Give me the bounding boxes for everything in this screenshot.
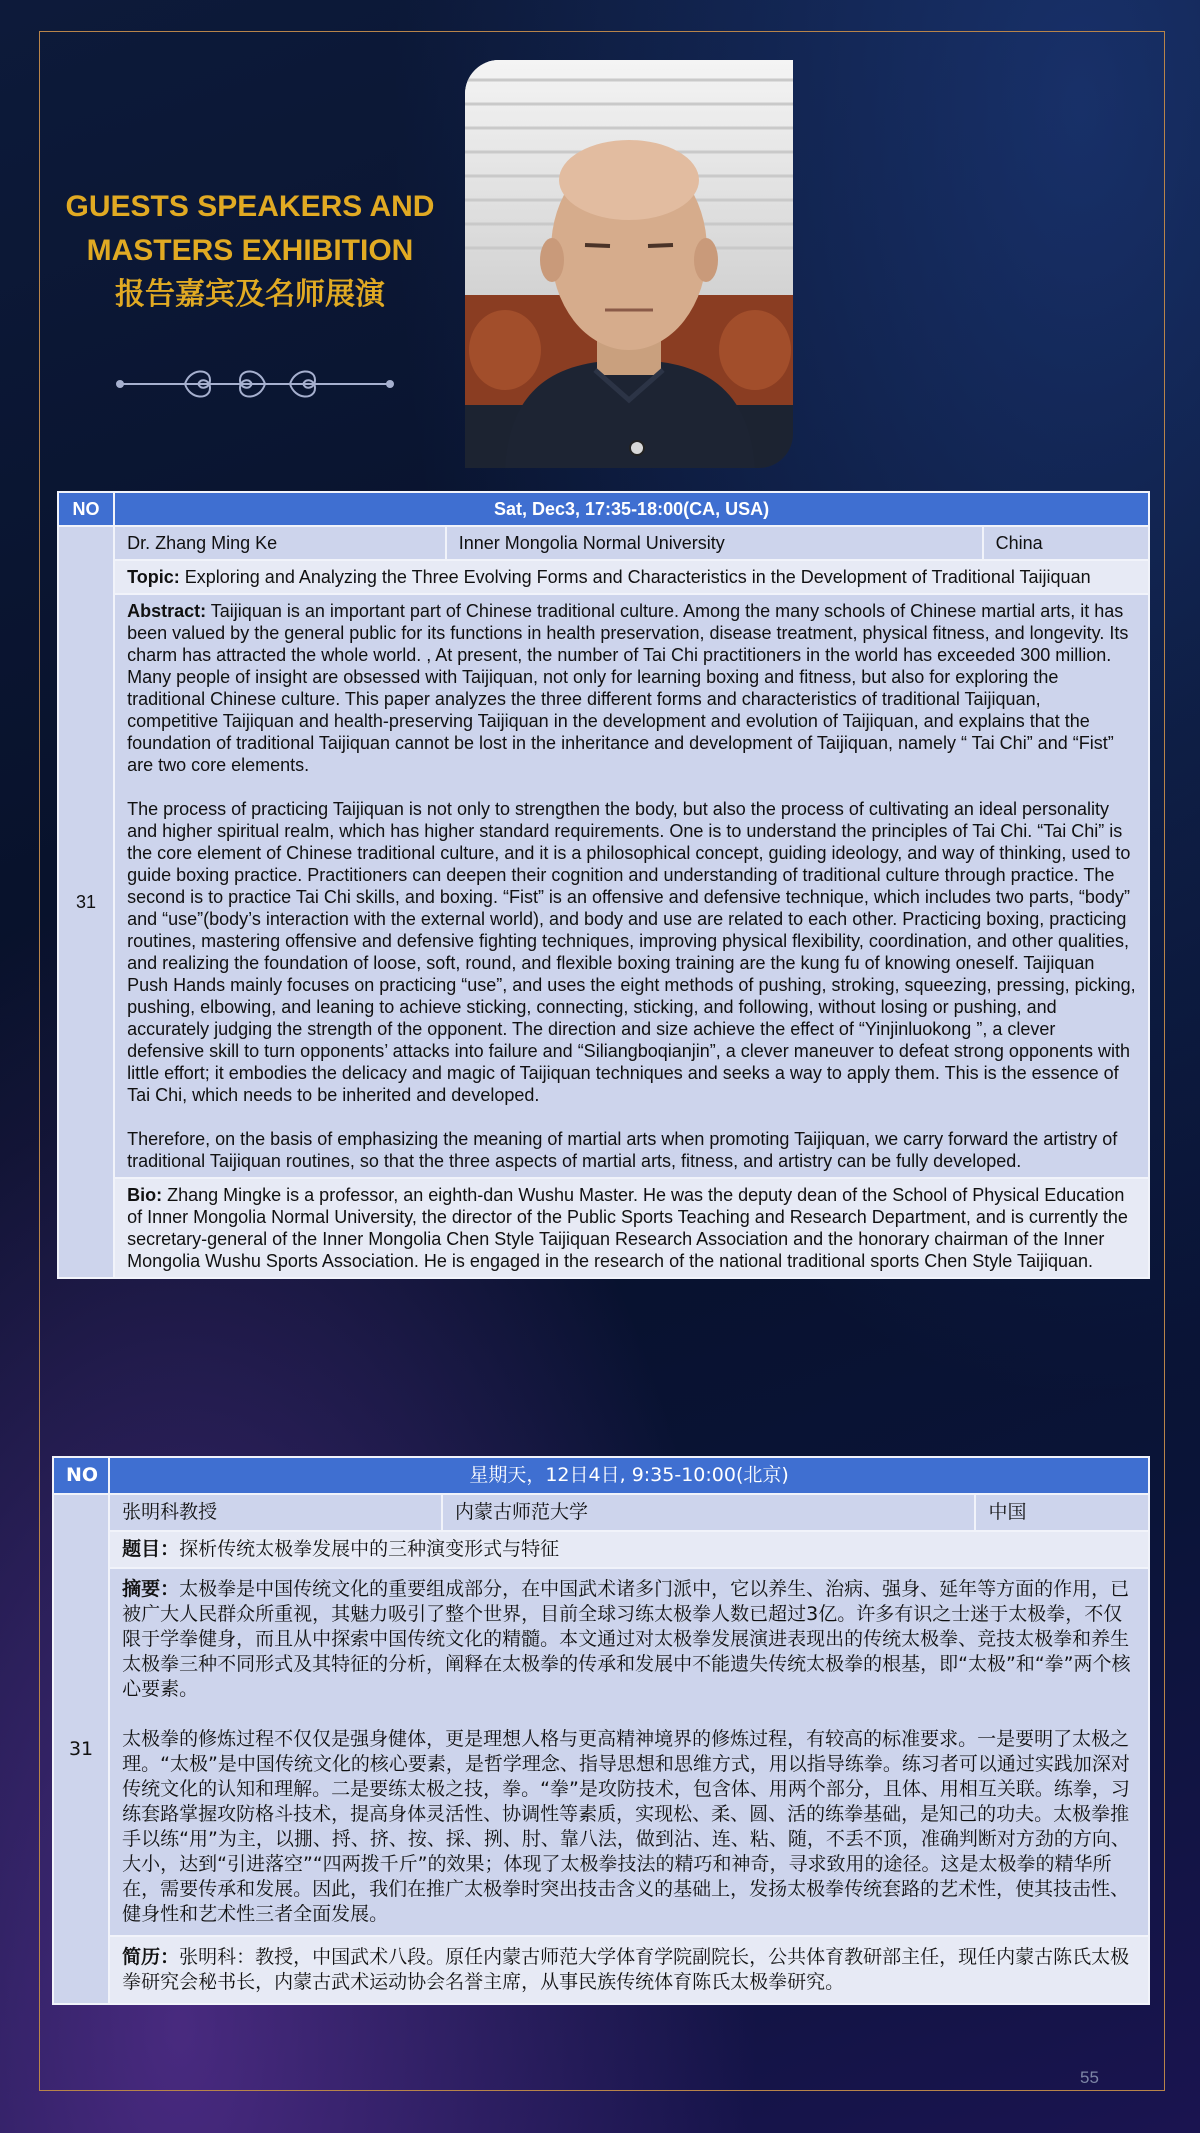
bio-cell [115,1179,1148,1277]
speaker-portrait [465,60,793,468]
abstract-paragraph-1-zh: 太极拳是中国传统文化的重要组成部分，在中国武术诸多门派中，它以养生、治病、强身、延年等方面的作用，已被广大人民群众所重视，其魅力吸引了整个世界，目前全球习练太极拳人数已超过3亿。许多有识之士迷于太极拳，不仅限于学拳健身，而且从中探索中国传统文化的精髓。本文通过对太极拳发展演进表现出的传统太极拳、竞技太极拳和养生太极拳三种不同形式及其特征的分析，阐释在太极拳的传承和发展中不能遗失传统太极拳的根基，即“太极”和“拳”两个核心要素。 [122,1578,1131,1700]
topic-cell [115,561,1148,593]
session-time-header: Sat, Dec3, 17:35-18:00(CA, USA) [115,493,1148,525]
english-schedule-table [57,491,1150,1279]
topic-text: Exploring and Analyzing the Three Evolving Forms and Characteristics in the Development of Traditional Taijiquan [184,567,1091,587]
speaker-institution-zh: 内蒙古师范大学 [443,1495,974,1530]
entry-number-zh: 31 [54,1495,108,2003]
heading-line-1: GUESTS SPEAKERS AND [65,190,435,223]
abstract-cell [115,595,1148,1177]
bio-cell-zh [110,1937,1148,2003]
speaker-country: China [984,527,1148,559]
abstract-paragraph-3: Therefore, on the basis of emphasizing the meaning of martial arts when promoting Taijiquan, we carry forward the artistry of traditional Taijiquan routines, so that the three aspects of martial arts, fitness, and artistry can be fully developed. [127,1129,1118,1171]
page-number: 55 [1080,2068,1099,2087]
speaker-photo [465,60,793,468]
bio-label: Bio: [127,1185,163,1205]
no-column-header-zh: NO [54,1458,108,1493]
abstract-label: Abstract: [127,601,207,621]
topic-label: Topic: [127,567,180,587]
no-column-header: NO [59,493,113,525]
heading-line-2: MASTERS EXHIBITION [86,234,414,267]
bio-text-zh: 张明科：教授，中国武术八段。原任内蒙古师范大学体育学院副院长，公共体育教研部主任，现任内蒙古陈氏太极拳研究会秘书长，内蒙古武术运动协会名誉主席，从事民族传统体育陈氏太极拳研究。 [122,1946,1130,1993]
exhibition-heading [60,185,440,317]
abstract-label-zh: 摘要： [122,1578,180,1600]
heading-line-3: 报告嘉宾及名师展演 [115,277,385,312]
bio-label-zh: 简历： [122,1946,180,1968]
decorative-flourish [115,362,395,406]
bio-text: Zhang Mingke is a professor, an eighth-dan Wushu Master. He was the deputy dean of the School of Physical Education of Inner Mongolia Normal University, the director of the Public Sports Teaching and Research Department, and is currently the secretary-general of the Inner Mongolia Chen Style Taijiquan Research Association and the honorary chairman of the Inner Mongolia Wushu Sports Association. He is engaged in the research of the national traditional sports Chen Style Taijiquan. [127,1185,1128,1271]
topic-cell-zh [110,1532,1148,1567]
abstract-paragraph-2-zh: 太极拳的修炼过程不仅仅是强身健体，更是理想人格与更高精神境界的修炼过程，有较高的标准要求。一是要明了太极之理。“太极”是中国传统文化的核心要素，是哲学理念、指导思想和思维方式，用以指导练拳。练习者可以通过实践加深对传统文化的认知和理解。二是要练太极之技，拳。“拳”是攻防技术，包含体、用两个部分，且体、用相互关联。练拳，习练套路掌握攻防格斗技术，提高身体灵活性、协调性等素质，实现松、柔、圆、活的练拳基础，是知己的功夫。太极拳推手以练“用”为主，以掤、捋、挤、按、採、挒、肘、靠八法，做到沾、连、粘、随，不丢不顶，准确判断对方劲的方向、大小，达到“引进落空”“四两拨千斤”的效果；体现了太极拳技法的精巧和神奇，寻求致用的途径。这是太极拳的精华所在，需要传承和发展。因此，我们在推广太极拳时突出技击含义的基础上，发扬太极拳传统套路的艺术性，使其技击性、健身性和艺术性三者全面发展。 [122,1728,1130,1925]
speaker-name-zh: 张明科教授 [110,1495,441,1530]
speaker-institution: Inner Mongolia Normal University [447,527,982,559]
topic-text-zh: 探析传统太极拳发展中的三种演变形式与特征 [179,1538,560,1560]
speaker-country-zh: 中国 [976,1495,1148,1530]
abstract-paragraph-2: The process of practicing Taijiquan is not only to strengthen the body, but also the process of cultivating an ideal personality and higher spiritual realm, which has higher standard requirements. One is to understand the principles of Tai Chi. “Tai Chi” is the core element of Chinese traditional culture, and it is a philosophical concept, guiding ideology, and way of thinking, used to guide boxing practice. Practitioners can deepen their cognition and understanding of traditional culture through practice. The second is to practice Tai Chi skills, and boxing. “Fist” is an offensive and defensive technique, which includes two parts, “body” and “use”(body’s interaction with the external world), and body and use are related to each other. Practicing boxing, practicing routines, mastering offensive and defensive fighting techniques, improving physical flexibility, coordination, and other qualities, and realizing the foundation of loose, soft, round, and flexible boxing training are the kung fu of knowing oneself. Taijiquan Push Hands mainly focuses on practicing “use”, and uses the eight methods of pushing, stroking, squeezing, pressing, picking, pushing, elbowing, and leaning to achieve sticking, connecting, sticking, and following, without losing or pushing, and accurately judging the strength of the opponent. The direction and size achieve the effect of “Yinjinluokong ”, a clever defensive skill to turn opponents’ attacks into failure and “Siliangboqianjin”, a clever maneuver to defeat strong opponents with little effort; it embodies the delicacy and magic of Taijiquan techniques and seeks a way to apply them. This is the essence of Tai Chi, which needs to be inherited and developed. [127,799,1136,1105]
speaker-name: Dr. Zhang Ming Ke [115,527,445,559]
abstract-paragraph-1: Taijiquan is an important part of Chinese traditional culture. Among the many schools of Chinese martial arts, it has been valued by the general public for its functions in health preservation, disease treatment, physical fitness, and longevity. Its charm has attracted the whole world. , At present, the number of Tai Chi practitioners in the world has exceeded 300 million. Many people of insight are obsessed with Taijiquan, not only for learning boxing and fitness, but also for exploring the traditional Chinese culture. This paper analyzes the three different forms and characteristics of traditional Taijiquan, competitive Taijiquan and health-preserving Taijiquan in the development and evolution of Taijiquan, and explains that the foundation of traditional Taijiquan cannot be lost in the inheritance and development of Taijiquan, namely “ Tai Chi” and “Fist” are two core elements. [127,601,1129,775]
abstract-cell-zh [110,1569,1148,1935]
topic-label-zh: 题目： [122,1538,180,1560]
session-time-header-zh: 星期天，12日4日, 9:35-10:00(北京) [110,1458,1148,1493]
entry-number: 31 [59,527,113,1277]
chinese-schedule-table [52,1456,1150,2005]
